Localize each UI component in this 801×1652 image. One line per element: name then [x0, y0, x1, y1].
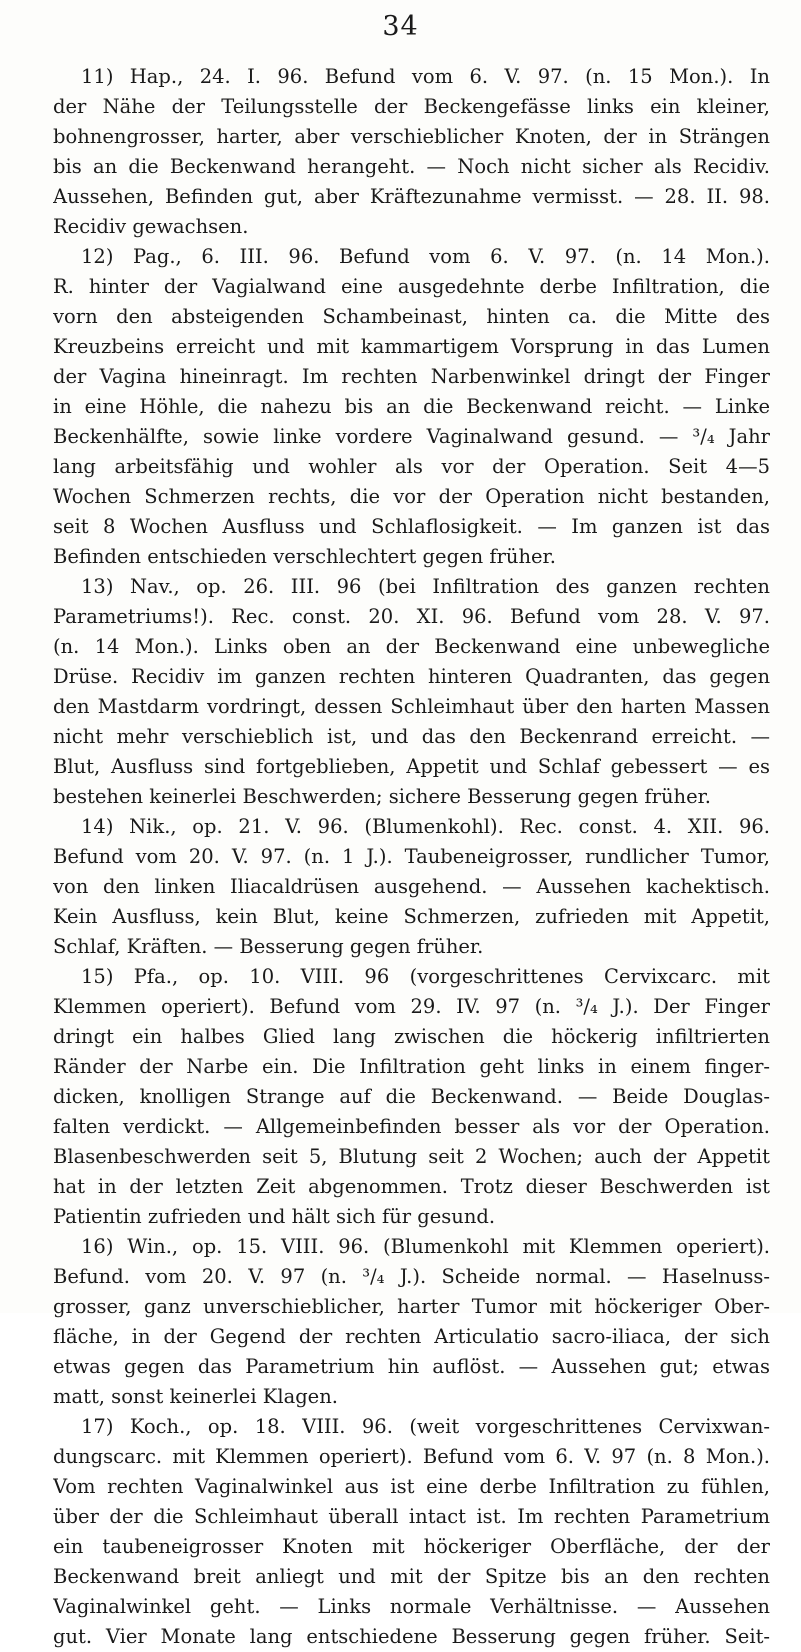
text-line: 12) Pag., 6. III. 96. Befund vom 6. V. 97. (n. 14 Mon.).	[81, 245, 770, 268]
text-line: Ränder der Narbe ein. Die Infiltration geht links in einem finger-	[53, 1055, 770, 1078]
text-line: Vaginalwinkel geht. — Links normale Verhältnisse. — Aussehen	[53, 1595, 770, 1618]
text-line: der Vagina hineinragt. Im rechten Narbenwinkel dringt der Finger	[53, 365, 770, 388]
text-line: fläche, in der Gegend der rechten Articulatio sacro-iliaca, der sich	[53, 1325, 770, 1348]
text-line: Befinden entschieden verschlechtert gegen früher.	[53, 545, 556, 568]
text-line: bestehen keinerlei Beschwerden; sichere Besserung gegen früher.	[53, 785, 711, 808]
text-line: Patientin zufrieden und hält sich für gesund.	[53, 1205, 496, 1228]
text-line: Schlaf, Kräften. — Besserung gegen früher.	[53, 935, 484, 958]
text-line: bohnengrosser, harter, aber verschieblicher Knoten, der in Strängen	[53, 125, 770, 148]
text-line: Recidiv gewachsen.	[53, 215, 249, 238]
text-line: 15) Pfa., op. 10. VIII. 96 (vorgeschrittenes Cervixcarc. mit	[81, 965, 770, 988]
text-line: Drüse. Recidiv im ganzen rechten hinteren Quadranten, das gegen	[53, 665, 770, 688]
text-line: den Mastdarm vordringt, dessen Schleimhaut über den harten Massen	[53, 695, 770, 718]
text-line: Vom rechten Vaginalwinkel aus ist eine derbe Infiltration zu fühlen,	[53, 1475, 770, 1498]
page-number: 34	[382, 11, 419, 42]
text-line: 16) Win., op. 15. VIII. 96. (Blumenkohl mit Klemmen operiert).	[81, 1235, 770, 1258]
text-line: matt, sonst keinerlei Klagen.	[53, 1385, 338, 1408]
text-line: dicken, knolligen Strange auf die Beckenwand. — Beide Douglas-	[53, 1085, 770, 1108]
text-line: Klemmen operiert). Befund vom 29. IV. 97 (n. ³/₄ J.). Der Finger	[53, 995, 770, 1018]
text-line: Blasenbeschwerden seit 5, Blutung seit 2 Wochen; auch der Appetit	[53, 1145, 770, 1168]
text-line: Aussehen, Befinden gut, aber Kräftezunahme vermisst. — 28. II. 98.	[53, 185, 770, 208]
text-line: 17) Koch., op. 18. VIII. 96. (weit vorgeschrittenes Cervixwan-	[81, 1415, 770, 1438]
text-line: hat in der letzten Zeit abgenommen. Trotz dieser Beschwerden ist	[53, 1175, 770, 1198]
text-line: ein taubeneigrosser Knoten mit höckeriger Oberfläche, der der	[53, 1535, 770, 1558]
text-line: vorn den absteigenden Schambeinast, hinten ca. die Mitte des	[53, 305, 770, 328]
text-line: Befund. vom 20. V. 97 (n. ³/₄ J.). Scheide normal. — Haselnuss-	[53, 1265, 770, 1288]
text-line: Blut, Ausfluss sind fortgeblieben, Appetit und Schlaf gebessert — es	[53, 755, 770, 778]
text-line: Beckenhälfte, sowie linke vordere Vaginalwand gesund. — ³/₄ Jahr	[53, 425, 770, 448]
text-line: dringt ein halbes Glied lang zwischen die höckerig infiltrierten	[53, 1025, 770, 1048]
text-line: über der die Schleimhaut überall intact ist. Im rechten Parametrium	[53, 1505, 770, 1528]
text-line: Beckenwand breit anliegt und mit der Spitze bis an den rechten	[53, 1565, 770, 1588]
text-line: nicht mehr verschieblich ist, und das den Beckenrand erreicht. —	[53, 725, 770, 748]
text-line: falten verdickt. — Allgemeinbefinden besser als vor der Operation.	[53, 1115, 770, 1138]
text-line: Wochen Schmerzen rechts, die vor der Operation nicht bestanden,	[53, 485, 770, 508]
text-line: Kreuzbeins erreicht und mit kammartigem Vorsprung in das Lumen	[53, 335, 770, 358]
text-line: seit 8 Wochen Ausfluss und Schlaflosigkeit. — Im ganzen ist das	[53, 515, 770, 538]
text-line: (n. 14 Mon.). Links oben an der Beckenwand eine unbewegliche	[53, 635, 770, 658]
text-line: Kein Ausfluss, kein Blut, keine Schmerzen, zufrieden mit Appetit,	[53, 905, 770, 928]
text-line: in eine Höhle, die nahezu bis an die Beckenwand reicht. — Linke	[53, 395, 770, 418]
text-line: 11) Hap., 24. I. 96. Befund vom 6. V. 97. (n. 15 Mon.). In	[81, 65, 770, 88]
text-line: 13) Nav., op. 26. III. 96 (bei Infiltration des ganzen rechten	[81, 575, 770, 598]
text-line: 14) Nik., op. 21. V. 96. (Blumenkohl). Rec. const. 4. XII. 96.	[81, 815, 770, 838]
text-line: der Nähe der Teilungsstelle der Beckengefässe links ein kleiner,	[53, 95, 770, 118]
text-line: dungscarc. mit Klemmen operiert). Befund vom 6. V. 97 (n. 8 Mon.).	[53, 1445, 770, 1468]
text-line: Parametriums!). Rec. const. 20. XI. 96. Befund vom 28. V. 97.	[53, 605, 770, 628]
text-line: grosser, ganz unverschieblicher, harter Tumor mit höckeriger Ober-	[53, 1295, 770, 1318]
text-line: lang arbeitsfähig und wohler als vor der Operation. Seit 4—5	[53, 455, 770, 478]
text-line: bis an die Beckenwand herangeht. — Noch nicht sicher als Recidiv.	[53, 155, 770, 178]
text-line: R. hinter der Vagialwand eine ausgedehnte derbe Infiltration, die	[53, 275, 770, 298]
text-line: gut. Vier Monate lang entschiedene Besserung gegen früher. Seit-	[53, 1625, 770, 1648]
text-line: Befund vom 20. V. 97. (n. 1 J.). Taubeneigrosser, rundlicher Tumor,	[53, 845, 770, 868]
text-line: von den linken Iliacaldrüsen ausgehend. — Aussehen kachektisch.	[53, 875, 770, 898]
body-text	[53, 62, 770, 1652]
text-line: etwas gegen das Parametrium hin auflöst. — Aussehen gut; etwas	[53, 1355, 770, 1378]
